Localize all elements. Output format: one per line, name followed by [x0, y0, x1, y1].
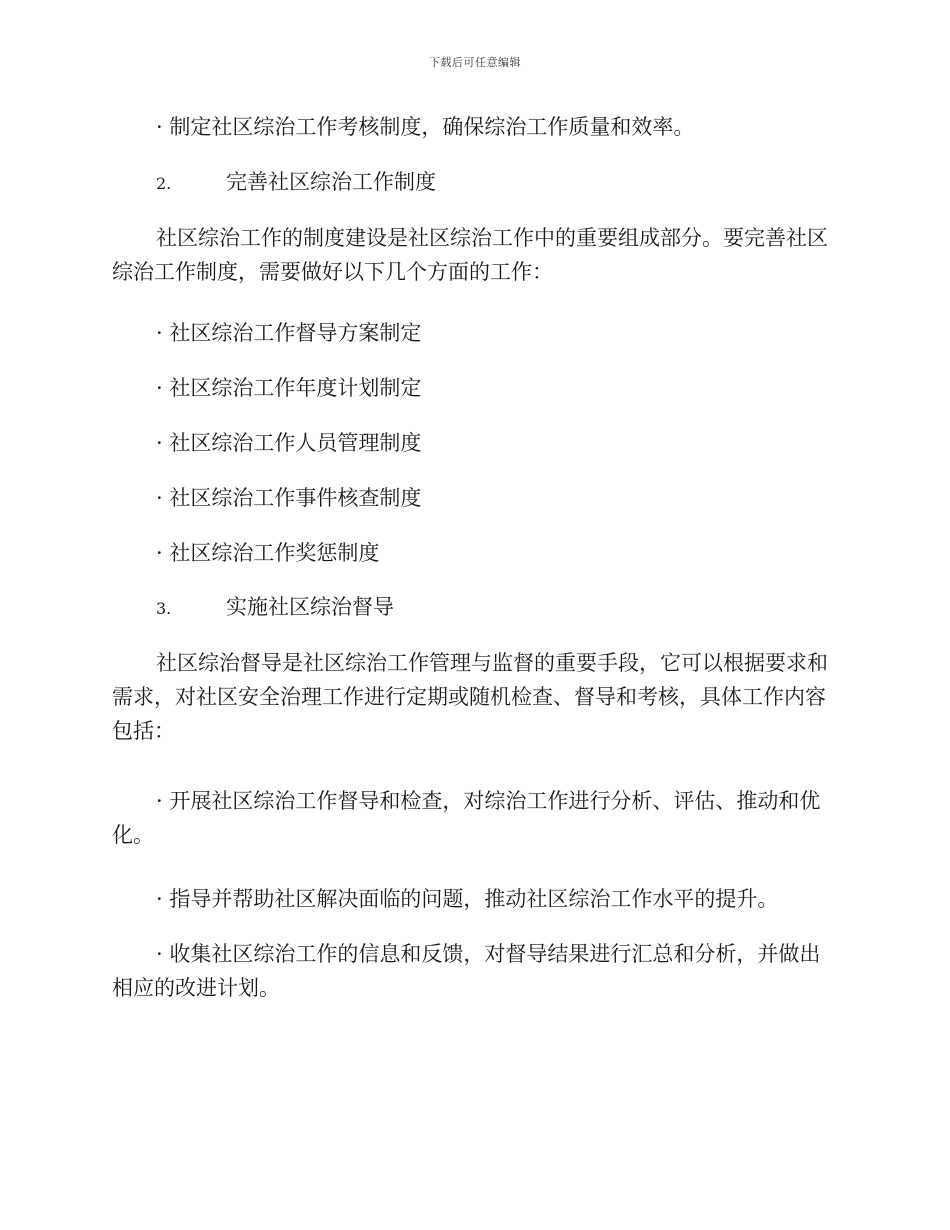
- page-header: 下载后可任意编辑: [429, 56, 521, 69]
- list-item: · 社区综治工作事件核查制度: [156, 486, 422, 510]
- list-item: · 社区综治工作年度计划制定: [156, 376, 422, 400]
- section-2-number: 2.: [156, 174, 172, 193]
- section-2-title: 完善社区综治工作制度: [226, 170, 436, 194]
- list-item: · 社区综治工作督导方案制定: [156, 321, 422, 345]
- section-3-heading: [156, 590, 394, 626]
- list-item: · 社区综治工作奖惩制度: [156, 541, 380, 565]
- list-item: · 指导并帮助社区解决面临的问题，推动社区综治工作水平的提升。: [156, 887, 779, 911]
- section-3-title: 实施社区综治督导: [226, 595, 394, 619]
- list-item: · 社区综治工作人员管理制度: [156, 431, 422, 455]
- bullet-assessment-system: · 制定社区综治工作考核制度，确保综治工作质量和效率。: [156, 115, 695, 139]
- section-2-intro-paragraph: 社区综治工作的制度建设是社区综治工作中的重要组成部分。要完善社区综治工作制度，需要做好以下几个方面的工作：: [112, 226, 828, 284]
- list-item: · 收集社区综治工作的信息和反馈，对督导结果进行汇总和分析，并做出相应的改进计划。: [112, 942, 821, 1000]
- section-3-number: 3.: [156, 599, 172, 618]
- list-item: · 开展社区综治工作督导和检查，对综治工作进行分析、评估、推动和优化。: [112, 789, 821, 847]
- section-3-intro-paragraph: 社区综治督导是社区综治工作管理与监督的重要手段，它可以根据要求和需求，对社区安全治理工作进行定期或随机检查、督导和考核，具体工作内容包括：: [112, 651, 828, 743]
- section-2-heading: [156, 165, 436, 201]
